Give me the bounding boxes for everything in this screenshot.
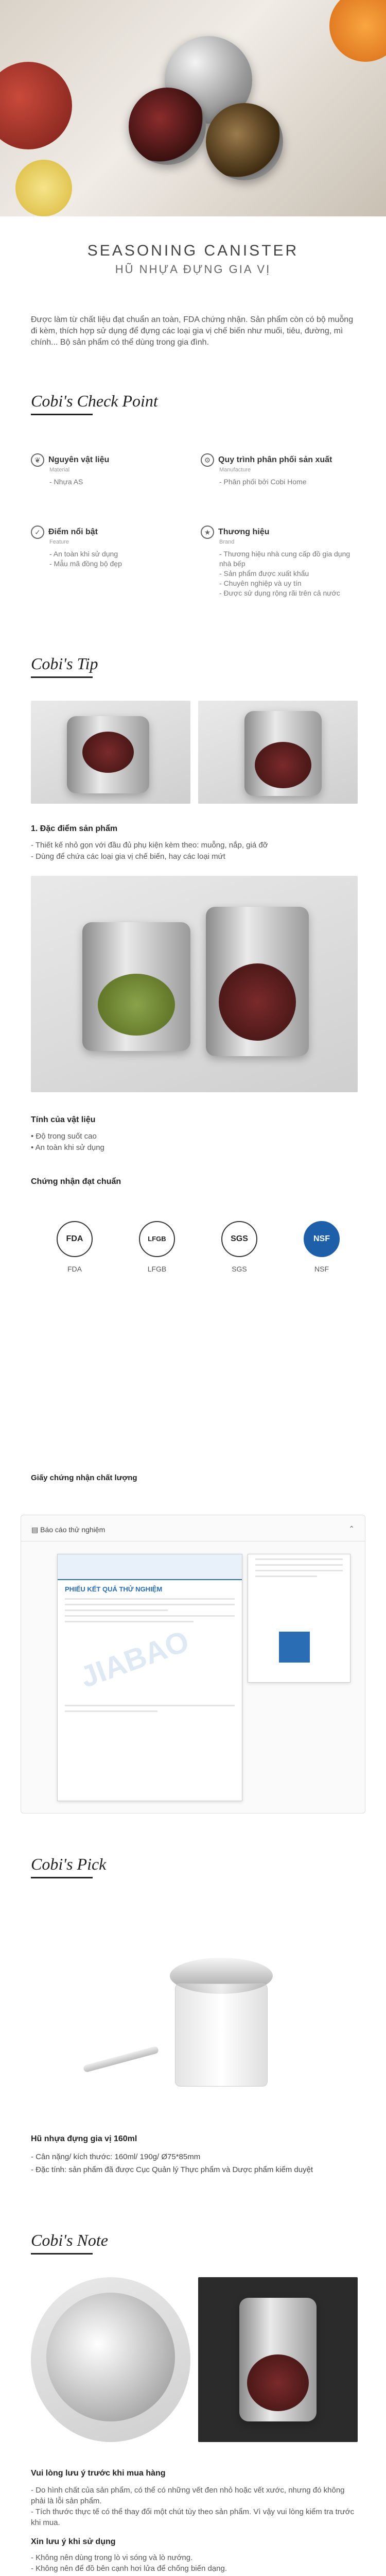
cp-title: Nguyên vật liệu xyxy=(48,455,110,464)
lfgb-logo: LFGB xyxy=(139,1221,175,1257)
report-page-1 xyxy=(57,1554,242,1801)
feature-item: - Thiết kế nhỏ gọn với đầu đủ phụ kiện kèm theo: muỗng, nắp, giá đỡ xyxy=(31,841,268,850)
fda-logo: FDA xyxy=(57,1221,93,1257)
cp-sub: Feature xyxy=(49,539,69,545)
mung-beans-photo xyxy=(98,974,175,1036)
cp-sub: Brand xyxy=(219,539,235,545)
report-viewer xyxy=(21,1515,365,1814)
note-heading xyxy=(31,2231,108,2255)
doc-header: PHIẾU KẾT QUẢ THỬ NGHIỆM xyxy=(65,1585,163,1593)
cert-label: SGS xyxy=(232,1265,247,1273)
qr-code xyxy=(279,1632,310,1663)
product-image xyxy=(129,1932,293,2107)
checkpoint-material xyxy=(31,453,185,487)
note-para: - Không nên để đồ bên cạnh hơi lửa để chống biến dạng. xyxy=(31,2564,227,2573)
features-title: 1. Đặc điểm sản phẩm xyxy=(31,824,118,833)
canister-lid-2 xyxy=(129,88,206,165)
cp-desc: - Nhựa AS xyxy=(49,478,83,486)
note-title: Vui lòng lưu ý trước khi mua hàng xyxy=(31,2469,166,2478)
checkpoint-manufacture xyxy=(201,453,355,487)
tip-heading xyxy=(31,654,98,678)
title-en: SEASONING CANISTER xyxy=(87,242,299,259)
tip-heading-text: Cobi's Tip xyxy=(31,654,98,673)
spoon xyxy=(83,2046,160,2073)
feature-item: - Dùng để chứa các loại gia vị chế biến, hay các loại mứt xyxy=(31,852,225,861)
document-icon: ▤ xyxy=(31,1526,41,1534)
orange-decor xyxy=(329,0,386,62)
nsf-logo: NSF xyxy=(304,1221,340,1257)
beans-photo xyxy=(255,742,311,788)
report-title: Giấy chứng nhận chất lượng xyxy=(31,1473,137,1482)
title-vi: HŨ NHỰA ĐỰNG GIA VỊ xyxy=(115,263,271,276)
factory-icon: ⚙ xyxy=(201,453,214,467)
report-tab[interactable] xyxy=(31,1526,105,1534)
note-heading-text: Cobi's Note xyxy=(31,2231,108,2249)
features-list xyxy=(31,840,268,862)
material-item: • Độ trong suốt cao xyxy=(31,1132,97,1141)
tip-photo-2 xyxy=(198,701,358,804)
note-photo-1 xyxy=(31,2277,190,2442)
material-title: Tính của vật liệu xyxy=(31,1115,96,1124)
report-page-2 xyxy=(248,1554,350,1683)
tip-photo-large xyxy=(31,876,358,1092)
checkpoint-heading-text: Cobi's Check Point xyxy=(31,392,158,410)
watermark: JIABAO xyxy=(76,1624,194,1694)
red-beans-photo xyxy=(219,963,296,1041)
pick-heading-text: Cobi's Pick xyxy=(31,1855,107,1873)
cert-label: LFGB xyxy=(147,1265,167,1273)
material-list xyxy=(31,1131,104,1154)
canister-lid-3 xyxy=(206,103,283,180)
beans-photo xyxy=(247,2354,309,2411)
cp-title: Điểm nổi bật xyxy=(48,528,98,536)
cp-desc: - An toàn khi sử dụng - Mẫu mã đồng bộ đẹp xyxy=(49,550,122,568)
lid-closeup xyxy=(46,2293,175,2421)
pomegranate-decor xyxy=(0,62,72,149)
tag-icon: ★ xyxy=(201,526,214,539)
leaf-icon: ❦ xyxy=(31,453,44,467)
product-intro: Được làm từ chất liệu đạt chuẩn an toàn, FDA chứng nhận. Sản phẩm còn có bộ muỗng đi kèm, thích hợp sử dụng để đựng các loại gia vị chế biến như muối, tiêu, đường, mì chính... Bộ sản phẩm có thể dùng trong gia đình. xyxy=(31,315,354,347)
cp-desc: - Thương hiệu nhà cung cấp đồ gia dụng nhà bếp - Sản phẩm được xuất khẩu - Chuyên nghiệp và uy tín - Được sử dụng rộng rãi trên cả nước xyxy=(219,550,350,597)
doc-header-bar xyxy=(58,1554,242,1580)
cert-label: NSF xyxy=(314,1265,329,1273)
cp-title: Quy trình phân phối sản xuất xyxy=(218,455,332,464)
sgs-logo: SGS xyxy=(221,1221,257,1257)
checkpoint-feature xyxy=(31,526,185,569)
pick-name: Hũ nhựa đựng gia vị 160ml xyxy=(31,2134,137,2143)
thumbs-up-icon: ✓ xyxy=(31,526,44,539)
note-title: Xin lưu ý khi sử dụng xyxy=(31,2537,116,2546)
material-item: • An toàn khi sử dụng xyxy=(31,1143,104,1152)
checkpoint-heading xyxy=(31,392,158,415)
cp-desc: - Phân phối bởi Cobi Home xyxy=(219,478,307,486)
pick-heading xyxy=(31,1855,106,1878)
cp-title: Thương hiệu xyxy=(218,528,270,536)
cert-label: FDA xyxy=(67,1265,82,1273)
note-para: - Do hình chất của sản phẩm, có thể có những vết đen nhỏ hoặc vết xước, nhưng đó không phải là lỗi sản phẩm. xyxy=(31,2486,345,2505)
note-para: - Tích thước thực tế có thể thay đổi một chút tùy theo sản phẩm. Vì vậy vui lòng kiểm tra trước khi mua. xyxy=(31,2507,355,2527)
beans-photo xyxy=(82,732,134,773)
note-text xyxy=(31,2468,360,2576)
cp-sub: Manufacture xyxy=(219,467,251,473)
pick-spec: - Cân nặng/ kích thước: 160ml/ 190g/ Ø75*85mm xyxy=(31,2153,201,2161)
cp-sub: Material xyxy=(49,467,70,473)
certs-title: Chứng nhận đạt chuẩn xyxy=(31,1177,121,1186)
report-tab-label: Báo cáo thử nghiệm xyxy=(40,1526,106,1534)
tip-photo-1 xyxy=(31,701,190,804)
hero-image xyxy=(0,0,386,216)
note-photo-2 xyxy=(198,2277,358,2442)
checkpoint-brand xyxy=(201,526,355,598)
pick-spec: - Đặc tính: sản phẩm đã được Cục Quản lý Thực phẩm và Dược phẩm kiểm duyệt xyxy=(31,2165,313,2174)
canister-body xyxy=(175,1984,268,2087)
lemon-decor xyxy=(15,160,72,216)
note-para: - Không nên dùng trong lò vi sóng và lò nướng. xyxy=(31,2553,193,2562)
product-title xyxy=(0,242,386,276)
chevron-up-icon[interactable]: ⌃ xyxy=(348,1524,355,1533)
